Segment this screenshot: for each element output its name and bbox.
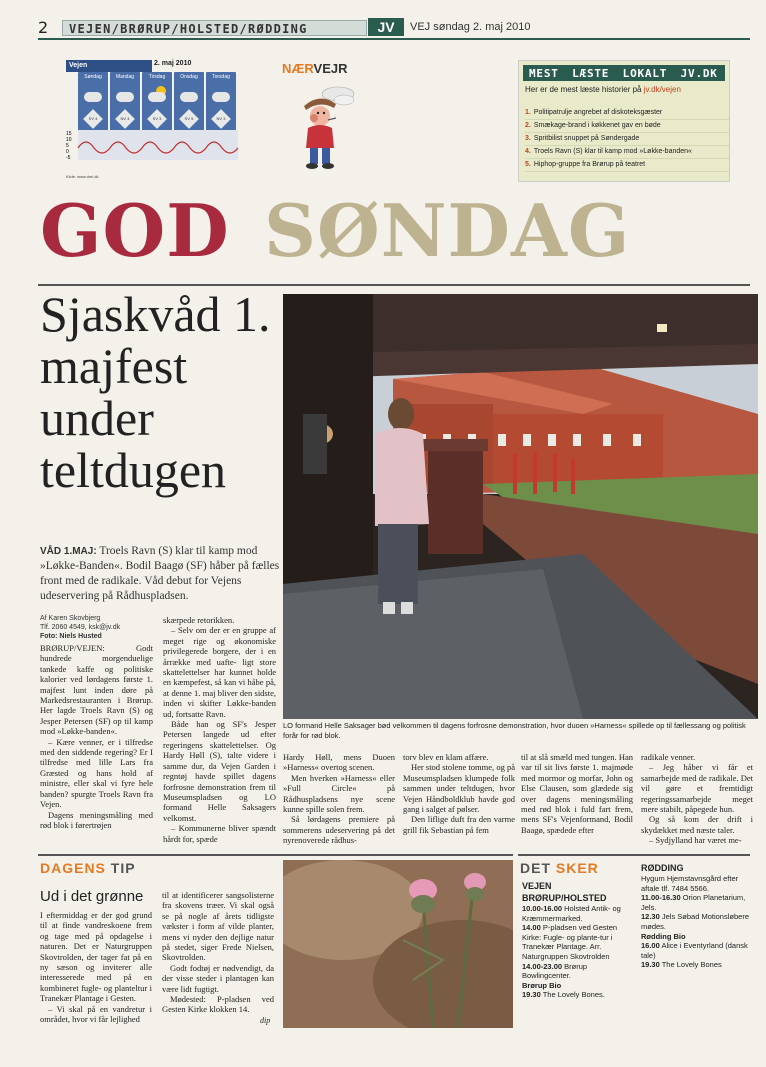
event-location: VEJEN (522, 881, 552, 891)
mostread-item[interactable] (525, 133, 729, 146)
sker-header-a: DET (520, 860, 556, 876)
cloud-icon (212, 92, 230, 102)
dateline: VEJ søndag 2. maj 2010 (410, 21, 531, 33)
article-byline (40, 614, 150, 641)
paragraph: Hardy Høll, mens Duoen »Harness« overtog scenen. (283, 752, 395, 773)
lede-text: Troels Ravn (S) klar til kamp mod »Løkke-Banden«. Bodil Baagø (SF) håber på fælles front med de radikale. Våd debut for Vejens udeservering på Rådhuspladsen. (40, 545, 280, 602)
event-item (522, 923, 632, 961)
article-col-3 (283, 752, 395, 846)
mostread-title-link[interactable]: Troels Ravn (S) klar til kamp mod »Løkke-banden« (533, 148, 692, 155)
tip-col-1 (40, 910, 152, 1024)
paragraph: BRØRUP/VEJEN: Godt hundrede morgenduelige tankede kaffe og politiske kalorier ved lørdagens første 1. majfest lunt inden døre på Markedsrestauranten i Brørup. Her lagde Troels Ravn (S) og Jesper Petersen (SF) op til kamp mod »Løkke-banden«. (40, 643, 153, 737)
event-time: Rødding Bio (641, 931, 686, 941)
section-title: VEJEN/BRØRUP/HOLSTED/RØDDING (69, 22, 308, 36)
event-desc: Alice i Eventyrland (dansk tale) (641, 941, 748, 960)
article-col-1 (40, 643, 153, 830)
event-time: 11.00-16.30 (641, 893, 681, 903)
event-time: 12.30 (641, 912, 660, 922)
article-col-2 (163, 615, 276, 844)
event-item (641, 893, 753, 912)
mostread-list (525, 107, 729, 172)
mostread-item[interactable] (525, 146, 729, 159)
paragraph: – Selv om der er en gruppe af meget rige og økonomiske privilegerede borgere, der i en årrække med uafte- ligt store skattelettelser har kunnet holde en kæmpefest, så kan vi håbe på, at denne 1. maj bliver den sidste, inden vi skifter Løkke-banden ud, fortsatte Ravn. (163, 625, 276, 719)
weather-day-label: Mandag (115, 74, 135, 80)
event-item (641, 932, 753, 942)
weather-mascot-illustration (292, 82, 356, 174)
paragraph: – Sydjylland har været me- (649, 835, 742, 846)
paragraph: torv blev en klam affære. (403, 752, 489, 762)
event-item (522, 990, 632, 1000)
article-col-5 (521, 752, 633, 835)
paragraph: Både han og SF's Jesper Petersen langede ud efter regeringens skattelettelser. Og Hardy Høll (S), talte videre i samme dur, da Vejen Garden i regntøj havde spillet dagens forfrosne demonstration frem til Museumspladsen og LO formand Helle Saksagers velkomst. (163, 719, 276, 823)
photo-caption: LO formand Helle Saksager bød velkommen til dagens forfrosne demonstration, hvor duoen »Harness« spillede op til fællessang og politisk forår for rød blok. (283, 721, 746, 740)
weather-day-label: Søndag (84, 74, 102, 80)
weather-day-label: Onsdag (180, 74, 198, 80)
weather-date: 2. maj 2010 (154, 60, 192, 67)
mostread-rank: 3. (525, 135, 531, 142)
mostread-title-link[interactable]: Smækage-brand i køkkenet gav en bøde (533, 122, 661, 129)
axis-tick: 15 (66, 131, 72, 137)
page-number: 2 (38, 18, 49, 37)
event-time: 10.00-16.00 (522, 904, 563, 913)
byline-contact: Tlf. 2060 4549, ksk@jv.dk (40, 624, 121, 631)
weather-source: Kilde: www.dmi.dk (66, 174, 99, 179)
mostread-intro (525, 85, 727, 94)
tip-signature: dip (260, 1016, 271, 1025)
tip-title: Ud i det grønne (40, 888, 144, 905)
tip-header-a: DAGENS (40, 860, 106, 876)
paragraph: skærpede retorikken. (163, 615, 235, 625)
sker-header-b: SKER (555, 860, 599, 876)
event-item (522, 981, 632, 991)
weather-widget (66, 60, 241, 180)
weather-day-label: Torsdag (212, 74, 230, 80)
paragraph: I eftermiddag er der god grund til at finde vandreskoene frem og tage med på opdagelse i naturen. Det er Naturgruppen Skovtrolden, der tager fat på en ny sæson og inviterer alle interesserede med på en kombineret fugle- og planteltur i Tranekær Plantage i Gesten. (40, 910, 152, 1004)
wind-label: SV 3 (152, 116, 162, 121)
sker-right-col (641, 862, 753, 970)
event-time: 16.00 (641, 941, 660, 951)
naervejr-title (282, 58, 348, 77)
event-desc: P-pladsen ved Gesten Kirke: Fugle- og plante-tur i Tranekær Plantage. Arr. Naturgruppen Skovtrolden (522, 923, 618, 961)
mostread-box (518, 60, 730, 182)
wind-label: NV 3 (216, 116, 226, 121)
event-time: 14.00 (522, 923, 541, 933)
axis-tick: 5 (66, 143, 69, 149)
tip-rule (38, 854, 513, 856)
paragraph: – Kære venner, er i tilfredse med den siddende regering? Er I tilfredse med lille Lars fra Græsted og hans hold af ministre, eller skal vi fyre hele banden? spurgte Troels Ravn fra Vejen. (40, 736, 153, 810)
event-time: 19.30 (641, 960, 660, 970)
wind-label: NV 4 (120, 116, 130, 121)
event-location: RØDDING (641, 863, 684, 873)
event-item (641, 912, 753, 931)
weather-place: Vejen (66, 60, 152, 72)
event-item (641, 960, 753, 970)
article-col-4 (403, 752, 515, 835)
weather-day-label: Tirsdag (148, 74, 166, 80)
paragraph: Så lørdagens premiere på sommerens udeservering på det nyrenoverede rådhus- (283, 814, 395, 846)
lede-kicker: VÅD 1.MAJ: (40, 546, 97, 557)
thistle-photo (283, 860, 513, 1028)
byline-photo-credit: Foto: Niels Husted (40, 633, 102, 640)
article-lede (40, 544, 282, 604)
header-rule (38, 38, 750, 40)
event-item (522, 904, 632, 923)
banner-sondag: SØNDAG (264, 188, 631, 273)
mostread-rank: 4. (525, 148, 531, 155)
sker-left-col (522, 880, 632, 1000)
axis-tick: 10 (66, 137, 72, 143)
paragraph: Den liflige duft fra den varme grill fik Sebastian på fem (403, 814, 515, 835)
banner-god: GOD (40, 188, 230, 273)
paragraph: – Jeg håber vi får et samarbejde med de radikale. Det vil gøre et fremtidigt regeringssamarbejde meget mere stabilt, påpegede hun. (641, 762, 753, 815)
event-item (641, 874, 753, 893)
paragraph: Her stod stolene tomme, og på Museumspladsen klumpede folk sammen under teltdugen, hvor Vejen Håndboldklub havde god gang i salget af pølser. (403, 762, 515, 815)
cloud-icon (84, 92, 102, 102)
paragraph: Men hverken »Harness« eller »Full Circle« på Rådhuspladsens nye scene kunne spille solen frem. (283, 772, 395, 815)
byline-author: Af Karen Skovbjerg (40, 615, 101, 622)
event-item (641, 941, 753, 960)
event-location: BRØRUP/HOLSTED (522, 893, 607, 903)
section-bar (62, 20, 367, 36)
paragraph: Mødested: P-pladsen ved Gesten Kirke klokken 14. (162, 994, 274, 1015)
naervejr-part1: NÆR (282, 61, 314, 76)
paragraph: til at slå smæld med tungen. Han var til sit livs første 1. majmøde med mormor og morfar, John og Else Clausen, som glædede sig over dagens meningsmåling med rød blok i fuld fart frem, mens SF's Vejenformand, Bodil Baagø, spædede efter (521, 752, 633, 835)
paragraph: – Vi skal på en vandretur i området, hvor vi får lejlighed (40, 1003, 152, 1025)
paragraph: til at identificerer sangsolisterne fra skovens træer. Vi skal også se på nogle af årets tidligste vækster i form af vilde planter, mens vi nyder den dejlige natur på stedet, siger Frede Nielsen, Skovtrolden. (162, 890, 274, 963)
mostread-rank: 2. (525, 122, 531, 129)
wind-label: SV 4 (88, 116, 98, 121)
mostread-title-link[interactable]: Hiphop-gruppe fra Brørup på teatret (533, 161, 646, 168)
mostread-url-link[interactable]: jv.dk/vejen (643, 85, 681, 94)
event-time: 19.30 (522, 990, 541, 1000)
tip-header (40, 860, 136, 876)
event-desc: The Lovely Bones (659, 960, 722, 970)
event-desc: Holsted Antik- og Kræmmermarked. (522, 904, 621, 923)
paragraph: Godt fodtøj er nødvendigt, da der visse steder i plantagen kan være lidt fugtigt. (162, 962, 274, 994)
wind-label: SV 5 (184, 116, 194, 121)
event-item (522, 962, 632, 981)
event-desc: Orion Planetarium, Jels. (641, 893, 746, 912)
event-desc: The Lovely Bones. (540, 990, 605, 1000)
mostread-rank: 1. (525, 109, 531, 116)
event-time: Brørup Bio (522, 980, 562, 990)
event-time: 14.00-23.00 (522, 961, 563, 971)
paragraph: – Kommunerne bliver spændt hårdt for, spæde (163, 823, 276, 844)
paragraph: radikale venner. (641, 752, 696, 762)
sker-header (520, 860, 599, 876)
tip-col-2 (162, 890, 274, 1015)
mostread-rank: 5. (525, 161, 531, 168)
mostread-item[interactable] (525, 159, 729, 172)
page-header (38, 18, 750, 38)
paragraph: Og så kom der drift i skydækket med næste taler. (641, 814, 753, 835)
naervejr-part2: VEJR (313, 61, 348, 76)
temperature-curve (66, 130, 241, 170)
mostread-title: MEST LÆSTE LOKALT JV.DK (523, 65, 725, 81)
mostread-item[interactable] (525, 107, 729, 120)
cloud-icon (180, 92, 198, 102)
jv-logo: JV (368, 18, 404, 36)
event-desc: Hygum Hjemstavnsgård efter aftale tlf. 7484 5566. (641, 874, 739, 893)
cloud-icon (148, 92, 166, 102)
article-col-6 (641, 752, 753, 846)
curve-background (78, 130, 238, 160)
cloud-icon (116, 92, 134, 102)
sker-rule (518, 854, 750, 856)
mostread-title-link[interactable]: Spritbilist snuppet på Søndergade (533, 135, 640, 142)
axis-tick: 0 (66, 149, 69, 155)
event-desc: Jels Søbad Motionsløbere mødes. (641, 912, 749, 931)
article-photo (283, 294, 758, 719)
article-headline: Sjaskvåd 1. majfest under teltdugen (40, 286, 271, 498)
mostread-title-link[interactable]: Politipatrulje angrebet af diskoteksgæster (533, 109, 663, 116)
event-desc: Brørup Bowlingcenter. (522, 961, 588, 981)
paragraph: Dagens meningsmåling med rød blok i førertrøjen (40, 809, 153, 830)
axis-tick: -5 (66, 155, 71, 161)
mostread-item[interactable] (525, 120, 729, 133)
tip-header-b: TIP (105, 860, 136, 876)
mostread-intro-text: Her er de mest læste historier på (525, 85, 644, 94)
